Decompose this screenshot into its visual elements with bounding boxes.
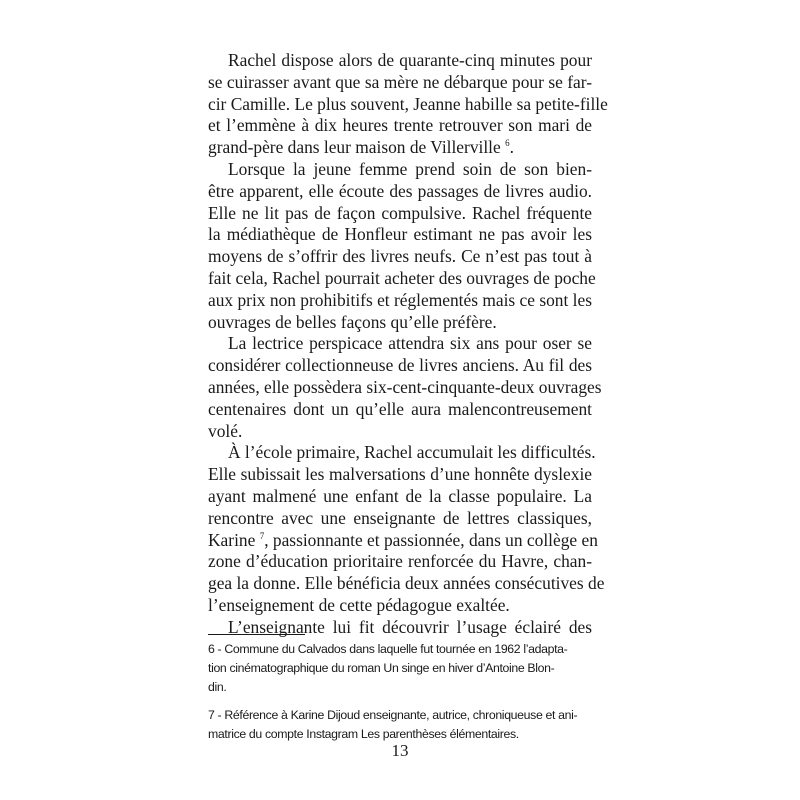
text-segment: Karine [208, 529, 256, 550]
text-segment: , passionnante et passionnée, dans un collège en [264, 529, 598, 550]
text-line: l’enseignement de cette pédagogue exaltée. [208, 594, 510, 615]
text-line: et l’emmène à dix heures trente retrouver son mari de [208, 115, 592, 136]
text-line: Lorsque la jeune femme prend soin de son bien- [228, 158, 592, 179]
text-line: être apparent, elle écoute des passages de livres audio. [208, 180, 592, 201]
text-line: Elle ne lit pas de façon compulsive. Rachel fréquente [208, 202, 592, 223]
text-line: Rachel dispose alors de quarante-cinq minutes pour [228, 50, 592, 70]
text-line: gea la donne. Elle bénéficia deux années consécutives de [208, 573, 605, 594]
footnotes [208, 640, 592, 744]
text-line: volé. [208, 420, 243, 441]
footnote-ref: 7 [259, 530, 265, 541]
text-line: se cuirasser avant que sa mère ne débarque pour se far- [208, 71, 592, 92]
footnote-spacer [208, 697, 592, 706]
text-segment: grand-père dans leur maison de Villerville [208, 137, 501, 158]
footnote-line: din. [208, 680, 227, 694]
text-line: La lectrice perspicace attendra six ans pour oser se [228, 333, 592, 354]
text-line: considérer collectionneuse de livres anciens. Au fil des [208, 355, 592, 376]
main-text [208, 50, 608, 639]
footnote-line: matrice du compte Instagram Les parenthèses élémentaires. [208, 727, 519, 741]
text-line: zone d’éducation prioritaire renforcée du Havre, chan- [208, 551, 592, 572]
footnote-divider [208, 634, 305, 635]
text-line: la médiathèque de Honfleur estimant ne pas avoir les [208, 224, 592, 245]
text-line: années, elle possèdera six-cent-cinquante-deux ouvrages [208, 376, 602, 397]
footnote-line: 6 - Commune du Calvados dans laquelle fut tournée en 1962 l’adapta- [208, 642, 568, 656]
text-line: rencontre avec une enseignante de lettres classiques, [208, 507, 592, 528]
page-number: 13 [391, 741, 409, 760]
text-line [208, 137, 592, 159]
text-line: ouvrages de belles façons qu’elle préfère. [208, 311, 497, 332]
footnote [208, 706, 592, 744]
footnote-line: 7 - Référence à Karine Dijoud enseignante, autrice, chroniqueuse et ani- [208, 708, 578, 722]
text-line: centenaires dont un qu’elle aura malencontreusement [208, 398, 592, 419]
text-line: Elle subissait les malversations d’une honnête dyslexie [208, 464, 592, 485]
footnote-line: tion cinématographique du roman Un singe en hiver d’Antoine Blon- [208, 661, 555, 675]
text-line: ayant malmené une enfant de la classe populaire. La [208, 485, 592, 506]
footnote-ref: 6 [505, 138, 510, 149]
text-segment: . [509, 137, 514, 158]
text-line: aux prix non prohibitifs et réglementés mais ce sont les [208, 289, 592, 310]
text-line: fait cela, Rachel pourrait acheter des ouvrages de poche [208, 267, 596, 288]
footnote [208, 640, 592, 697]
text-line: cir Camille. Le plus souvent, Jeanne habille sa petite-fille [208, 93, 608, 114]
text-line: moyens de s’offrir des livres neufs. Ce n’est pas tout à [208, 246, 592, 267]
text-line: À l’école primaire, Rachel accumulait les difficultés. [228, 442, 596, 463]
text-line: L’enseignante lui fit découvrir l’usage éclairé des [228, 616, 592, 637]
text-line [208, 529, 598, 552]
